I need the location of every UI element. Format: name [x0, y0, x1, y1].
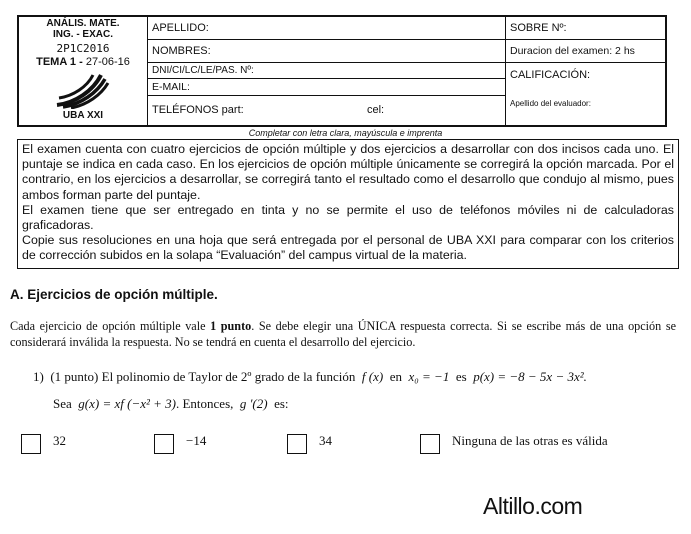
calificacion-field[interactable]: CALIFICACIÓN:	[510, 69, 591, 81]
subject-line1: ANÁLIS. MATE.	[46, 18, 120, 29]
section-title: A. Ejercicios de opción múltiple.	[10, 287, 218, 302]
option-a-label: 32	[53, 433, 66, 448]
g-definition: g(x) = xf (−x² + 3)	[78, 396, 176, 411]
instructions-p1: El examen cuenta con cuatro ejercicios de opción múltiple y dos ejercicios a desarrollar con dos incisos cada uno. El puntaje se indica en cada caso. En los ejercicios de opción múltiple únicamente se corregirá la opción marcada. Por el contrario, en los ejercicios a desarrollar, se corregirá tanto el resultado como el desarrollo que condujo al mismo, pues ambos forman parte del puntaje.	[22, 142, 674, 202]
option-c-label: 34	[319, 433, 332, 448]
section-rules	[10, 318, 676, 350]
question-text2: en	[389, 369, 402, 384]
tema-label: TEMA 1 -	[36, 56, 83, 68]
uba-logo-icon	[55, 73, 111, 109]
option-b-checkbox[interactable]	[154, 434, 174, 454]
telefonos-label: TELÉFONOS part:	[152, 104, 244, 116]
sobre-field[interactable]: SOBRE Nº:	[505, 17, 665, 40]
x0-value: x₀ = −1	[408, 369, 450, 384]
option-c-checkbox[interactable]	[287, 434, 307, 454]
logo-block	[19, 17, 148, 125]
instructions-p2: El examen tiene que ser entregado en tinta y no se permite el uso de teléfonos móviles ni de calculadoras graficadoras.	[22, 202, 674, 233]
telefonos-field[interactable]	[147, 96, 505, 125]
question-points: (1 punto)	[50, 369, 99, 384]
option-a-checkbox[interactable]	[21, 434, 41, 454]
option-b-label: −14	[186, 433, 207, 448]
exam-info	[505, 17, 665, 125]
rules-post: . Se debe elegir una ÚNICA respuesta correcta. Si se escribe más de una opción se considerará inválida la respuesta. No se tendrá en cuenta el desarrollo del ejercicio.	[10, 319, 676, 349]
exam-code: 2P1C2016	[56, 42, 110, 55]
watermark: Altillo.com	[483, 493, 583, 519]
rules-bold: 1 punto	[210, 319, 252, 333]
email-field[interactable]: E-MAIL:	[147, 79, 505, 96]
entonces-text: . Entonces,	[175, 396, 234, 411]
exam-date: 27-06-16	[85, 56, 130, 68]
question-text3: es	[455, 369, 467, 384]
taylor-poly: p(x) = −8 − 5x − 3x².	[473, 369, 587, 384]
question-1-line1	[33, 369, 587, 385]
header-caption: Completar con letra clara, mayúscula e imprenta	[248, 128, 443, 138]
student-fields	[147, 17, 506, 125]
rules-pre: Cada ejercicio de opción múltiple vale	[10, 319, 211, 333]
g-prime: g '(2)	[239, 396, 268, 411]
exam-tema	[19, 56, 147, 68]
question-number: 1)	[33, 369, 44, 384]
instructions-box	[17, 139, 679, 269]
option-d-label: Ninguna de las otras es válida	[452, 433, 608, 448]
function-f: f (x)	[361, 369, 384, 384]
subject-line2: ING. - EXAC.	[52, 29, 113, 40]
nombres-field[interactable]: NOMBRES:	[147, 40, 505, 63]
option-d-checkbox[interactable]	[420, 434, 440, 454]
es-text: es:	[274, 396, 289, 411]
question-text1: El polinomio de Taylor de 2º grado de la función	[101, 369, 356, 384]
dni-field[interactable]: DNI/CI/LC/LE/PAS. Nº:	[147, 63, 505, 79]
sea-text: Sea	[53, 396, 72, 411]
apellido-field[interactable]: APELLIDO:	[147, 17, 505, 40]
evaluador-field[interactable]: Apellido del evaluador:	[510, 99, 591, 108]
question-1-line2	[53, 396, 289, 412]
uba-name: UBA XXI	[62, 110, 104, 121]
instructions-p3: Copie sus resoluciones en una hoja que será entregada por el personal de UBA XXI para comparar con los criterios de corrección subidos en la solapa “Evaluación” del campus virtual de la materia.	[22, 233, 674, 263]
cel-label: cel:	[367, 104, 385, 116]
duracion-text: Duracion del examen: 2 hs	[505, 40, 665, 63]
exam-header	[17, 15, 667, 127]
